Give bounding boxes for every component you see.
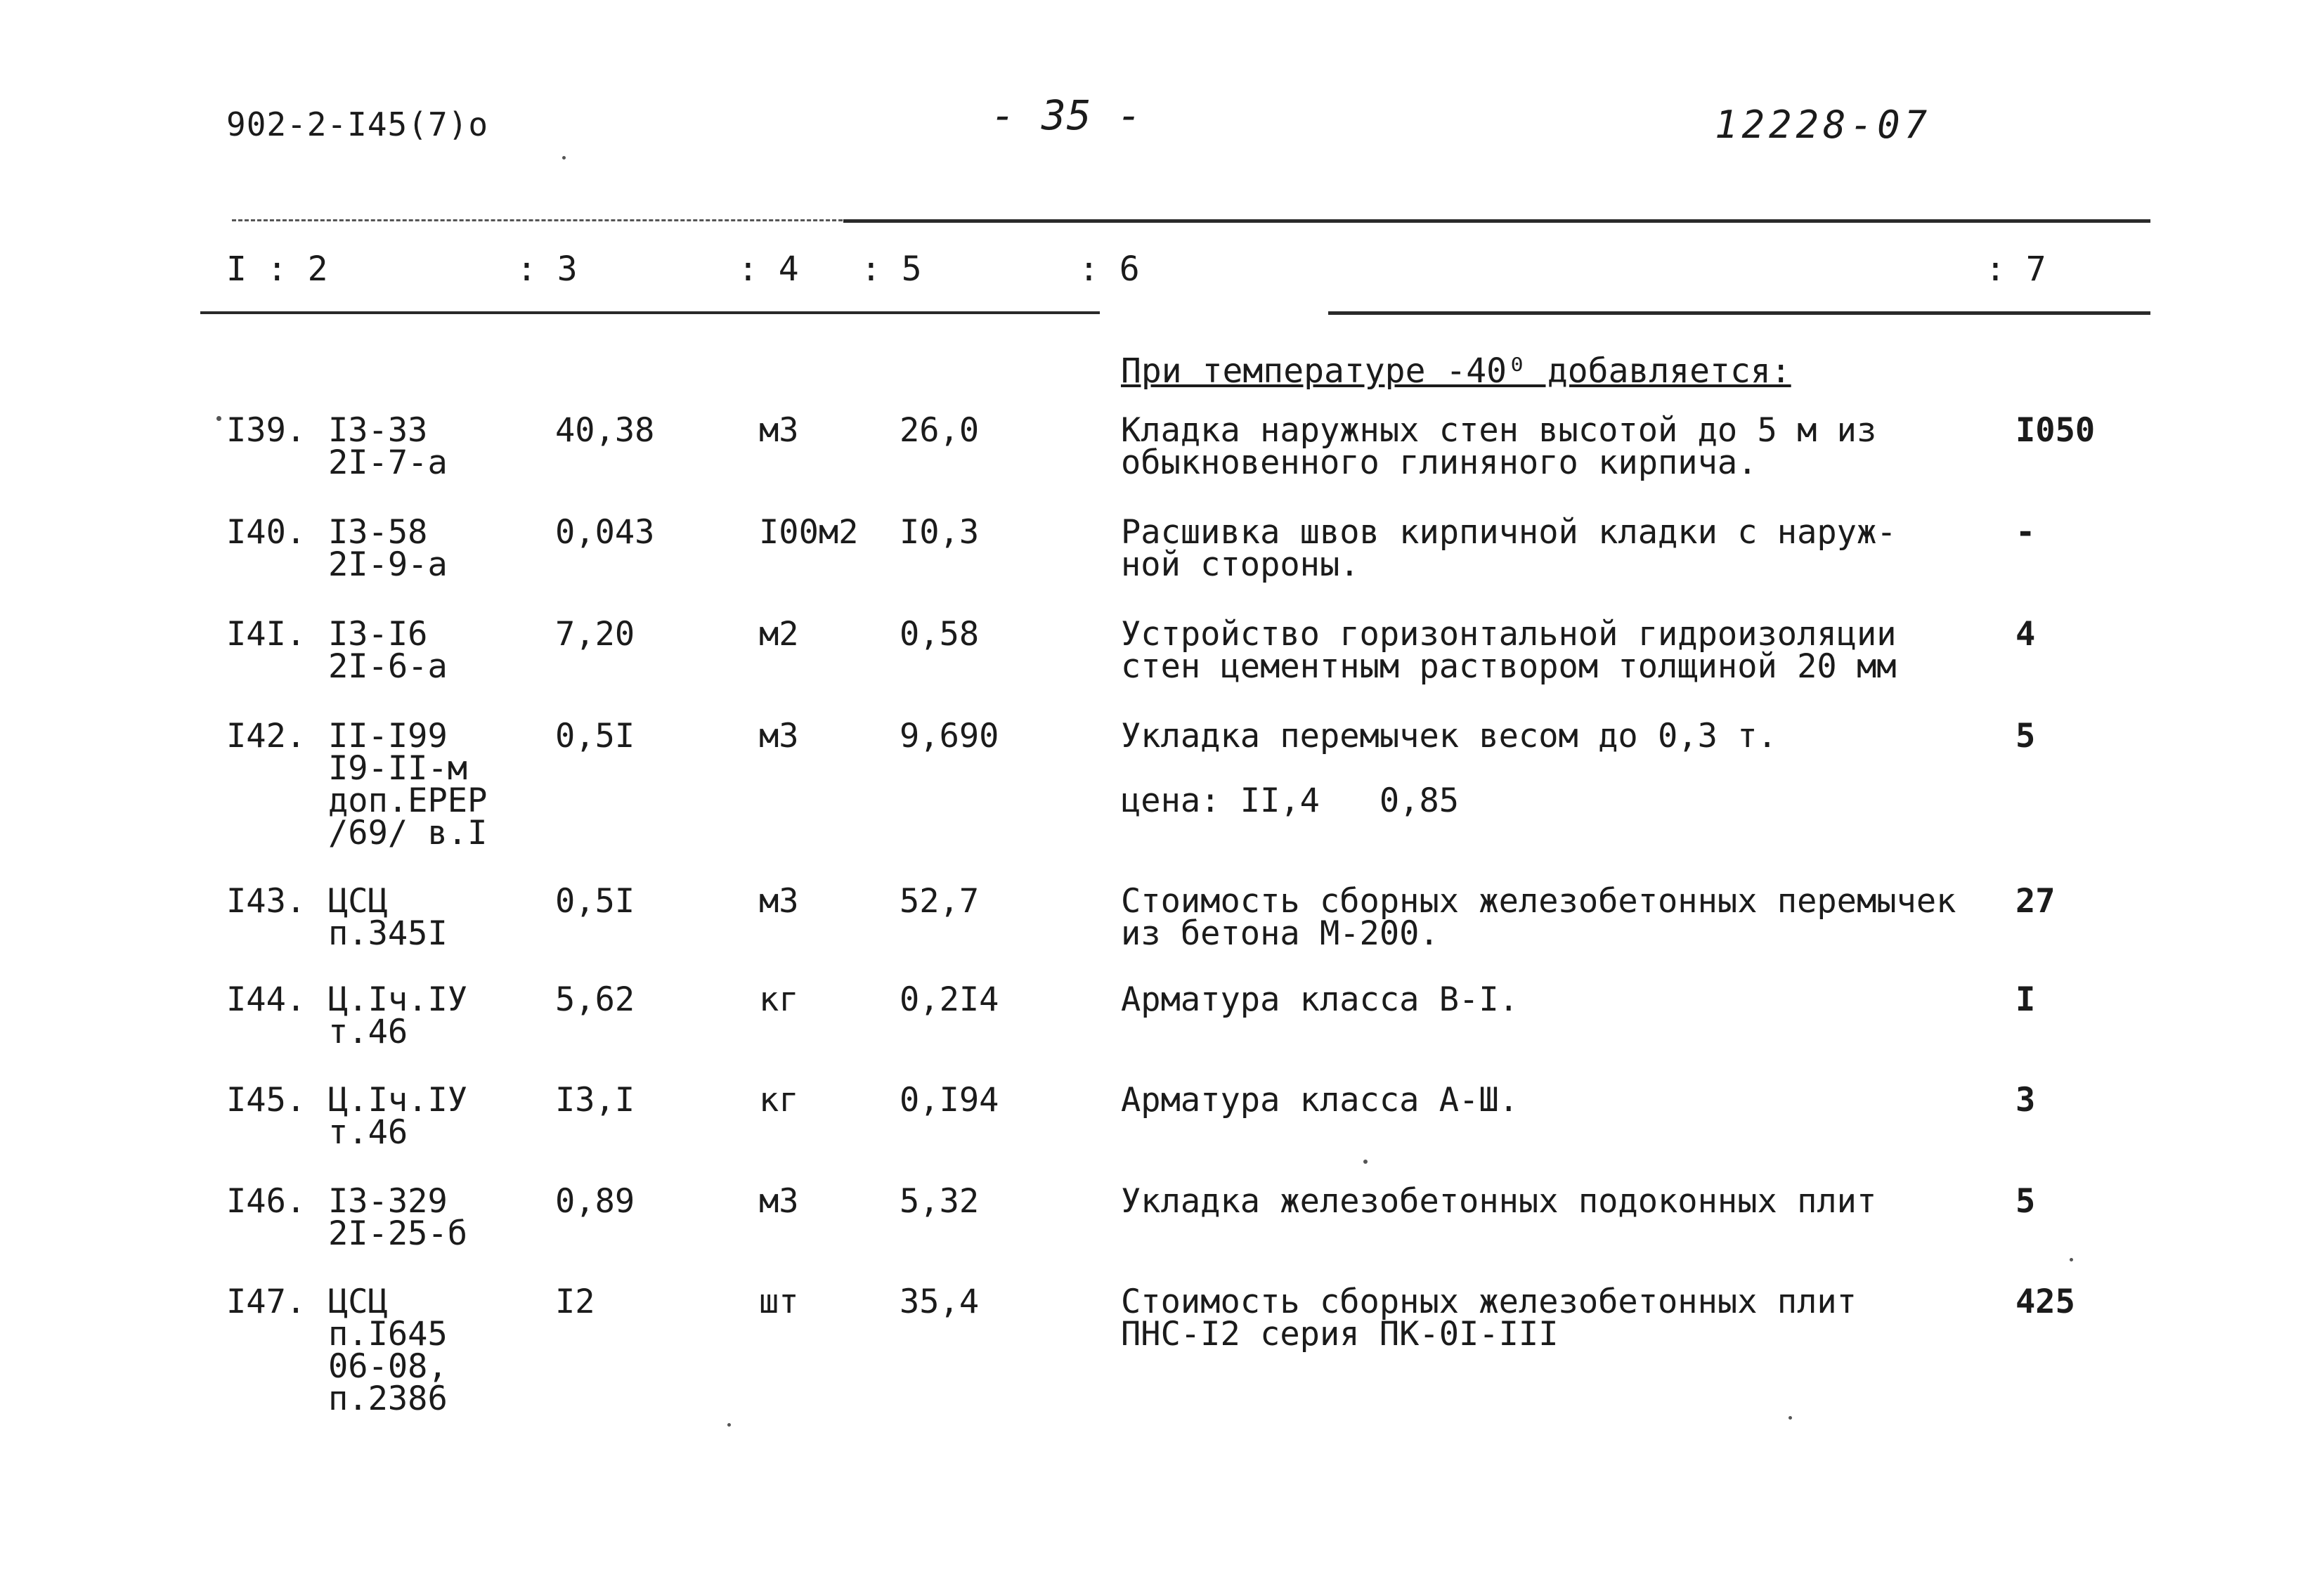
registration-number: 12228-07 — [1715, 103, 1932, 147]
row-description: Расшивка швов кирпичной кладки с наруж- ной стороны. — [1121, 513, 1897, 584]
row-description: Устройство горизонтальной гидроизоляции стен цементным раствором толщиной 20 мм — [1121, 615, 1897, 686]
row-unit: м3 — [759, 717, 799, 755]
row-description: Укладка железобетонных подоконных плит — [1121, 1182, 1877, 1221]
column-header-6: : 6 — [1079, 249, 1140, 289]
table-top-rule — [843, 219, 2150, 223]
column-header-7: : 7 — [1985, 249, 2046, 289]
row-unit: м3 — [759, 882, 799, 921]
row-quantity: 40,38 — [555, 411, 655, 450]
row-code: Ц.Iч.IУ т.46 — [328, 980, 468, 1051]
row-description: Кладка наружных стен высотой до 5 м из обыкновенного глиняного кирпича. — [1121, 411, 1877, 482]
row-total: 27 — [2015, 882, 2056, 921]
table-header-rule-left — [200, 311, 1100, 314]
scan-speck — [1363, 1160, 1368, 1164]
row-number: I40. — [226, 513, 306, 552]
row-quantity: 5,62 — [555, 980, 635, 1019]
row-number: I39. — [226, 411, 306, 450]
row-price: I0,3 — [900, 513, 980, 552]
row-unit: кг — [759, 980, 799, 1019]
row-total: 4 — [2015, 615, 2036, 654]
column-header-1-2: I : 2 — [226, 249, 328, 289]
column-header-3: : 3 — [517, 249, 578, 289]
row-number: I47. — [226, 1283, 306, 1321]
row-code: ЦСЦ п.345I — [328, 882, 448, 953]
row-quantity: 0,043 — [555, 513, 655, 552]
row-code: ЦСЦ п.I645 06-08, п.2386 — [328, 1283, 448, 1418]
row-price: 9,690 — [900, 717, 999, 755]
row-total: 425 — [2015, 1283, 2075, 1321]
row-price: 0,58 — [900, 615, 980, 654]
table-header-rule-right — [1328, 311, 2150, 315]
row-code: II-I99 I9-II-м доп.ЕРЕР /69/ в.I — [328, 717, 488, 852]
row-total: 5 — [2015, 1182, 2036, 1221]
row-price: 0,2I4 — [900, 980, 999, 1019]
row-total: 5 — [2015, 717, 2036, 755]
temperature-note: При температуре -40⁰ добавляется: — [1121, 351, 1791, 391]
row-quantity: 0,89 — [555, 1182, 635, 1221]
row-code: I3-I6 2I-6-а — [328, 615, 448, 686]
row-description: Стоимость сборных железобетонных перемычек из бетона М-200. — [1121, 882, 1956, 953]
row-number: I45. — [226, 1081, 306, 1120]
row-price: 26,0 — [900, 411, 980, 450]
row-total: I — [2015, 980, 2036, 1019]
row-quantity: 7,20 — [555, 615, 635, 654]
row-unit: кг — [759, 1081, 799, 1120]
row-unit: м3 — [759, 1182, 799, 1221]
document-code: 902-2-I45(7)o — [226, 105, 489, 143]
row-unit: м2 — [759, 615, 799, 654]
row-code: I3-329 2I-25-б — [328, 1182, 468, 1253]
row-description: Укладка перемычек весом до 0,3 т. цена: II,4 0,85 — [1121, 717, 1777, 820]
row-number: I43. — [226, 882, 306, 921]
row-price: 52,7 — [900, 882, 980, 921]
row-number: I4I. — [226, 615, 306, 654]
row-unit: м3 — [759, 411, 799, 450]
row-quantity: 0,5I — [555, 717, 635, 755]
row-description: Арматура класса В-I. — [1121, 980, 1519, 1019]
row-price: 5,32 — [900, 1182, 980, 1221]
row-total: I050 — [2015, 411, 2096, 450]
column-header-5: : 5 — [861, 249, 922, 289]
scan-speck — [2070, 1258, 2073, 1261]
row-quantity: I3,I — [555, 1081, 635, 1120]
row-number: I44. — [226, 980, 306, 1019]
row-price: 35,4 — [900, 1283, 980, 1321]
row-code: Ц.Iч.IУ т.46 — [328, 1081, 468, 1152]
scan-speck — [216, 416, 221, 421]
row-unit: I00м2 — [759, 513, 859, 552]
row-price: 0,I94 — [900, 1081, 999, 1120]
page-number: - 35 - — [991, 91, 1143, 139]
scan-speck — [1789, 1416, 1792, 1420]
scan-speck — [562, 156, 566, 160]
scan-speck — [727, 1423, 731, 1427]
row-number: I42. — [226, 717, 306, 755]
row-number: I46. — [226, 1182, 306, 1221]
row-description: Арматура класса А-Ш. — [1121, 1081, 1519, 1120]
column-header-4: : 4 — [738, 249, 799, 289]
row-quantity: 0,5I — [555, 882, 635, 921]
row-quantity: I2 — [555, 1283, 595, 1321]
row-code: I3-58 2I-9-а — [328, 513, 448, 584]
row-total: - — [2015, 513, 2036, 552]
row-unit: шт — [759, 1283, 799, 1321]
row-code: I3-33 2I-7-а — [328, 411, 448, 482]
row-description: Стоимость сборных железобетонных плит ПНС-I2 серия ПК-0I-III — [1121, 1283, 1857, 1354]
row-total: 3 — [2015, 1081, 2036, 1120]
